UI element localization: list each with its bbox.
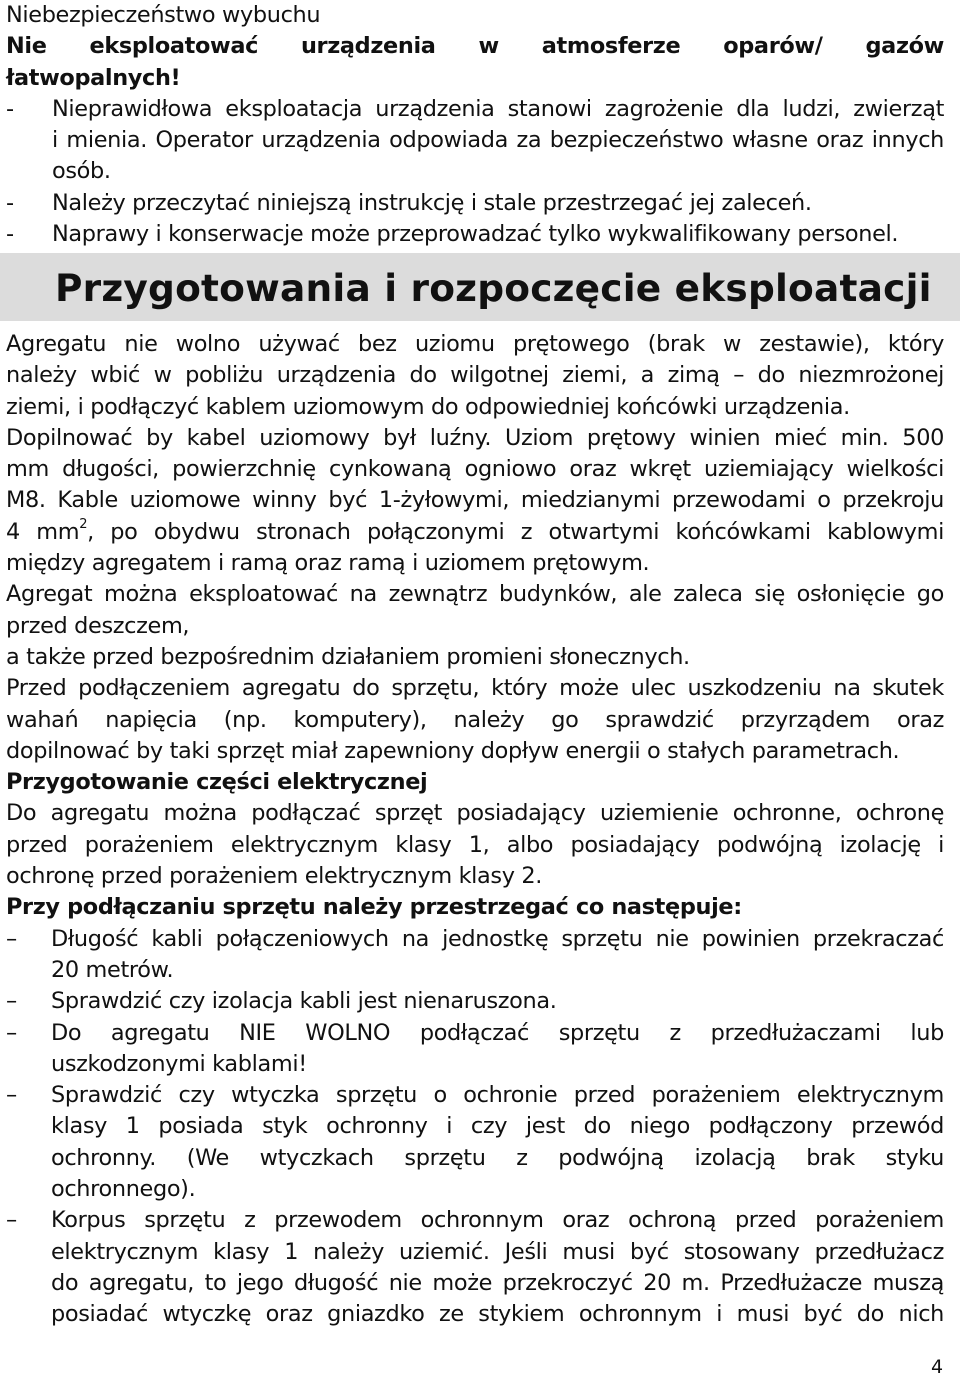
list-item-line: 20 metrów.: [51, 956, 174, 983]
dash-marker: –: [6, 925, 17, 952]
paragraph-line: Do agregatu można podłączać sprzęt posiadający uziemienie ochronne, ochronę: [6, 800, 944, 827]
safety-item-line: Naprawy i konserwacje może przeprowadzać tylko wykwalifikowany personel.: [52, 221, 899, 248]
section-heading: Przygotowania i rozpoczęcie eksploatacji: [55, 266, 932, 310]
dash-marker: -: [6, 95, 14, 122]
list-item: [6, 1018, 944, 1081]
safety-item-line: i mienia. Operator urządzenia odpowiada za bezpieczeństwo własne oraz innych: [52, 127, 944, 154]
dash-marker: -: [6, 189, 14, 216]
paragraph-text: , po obydwu stronach połączonymi z otwartymi końcówkami kablowymi: [87, 518, 944, 545]
list-item-line: Sprawdzić czy wtyczka sprzętu o ochronie przed porażeniem elektrycznym: [51, 1082, 944, 1109]
requirements-list: [6, 924, 944, 1331]
paragraph-line: [6, 517, 944, 548]
paragraph-line: dopilnować by taki sprzęt miał zapewniony dopływ energii o stałych parametrach.: [6, 737, 900, 764]
section-title: Niebezpieczeństwo wybuchu: [6, 2, 321, 28]
paragraph-line: należy wbić w pobliżu urządzenia do wilgotnej ziemi, a zimą – do niezmrożonej: [6, 362, 944, 389]
list-item-line: klasy 1 posiada styk ochronny i czy jest do niego podłączony przewód: [51, 1113, 944, 1140]
dash-marker: -: [6, 221, 14, 248]
paragraph-line: mm długości, powierzchnię cynkowaną ogniowo oraz wkręt uziemiający wielkości: [6, 456, 944, 483]
list-item-line: elektrycznym klasy 1 należy uziemić. Jeśli musi być stosowany przedłużacz: [51, 1238, 944, 1265]
paragraph-line: Dopilnować by kabel uziomowy był luźny. Uziom prętowy winien mieć min. 500: [6, 424, 944, 451]
paragraph-line: Przed podłączeniem agregatu do sprzętu, który może ulec uszkodzeniu na skutek: [6, 675, 944, 702]
paragraph-line: a także przed bezpośrednim działaniem promieni słonecznych.: [6, 643, 690, 670]
explosion-hazard-section: [6, 0, 944, 250]
paragraph-line: Agregatu nie wolno używać bez uziomu prętowego (brak w zestawie), który: [6, 331, 944, 357]
list-item-line: posiadać wtyczkę oraz gniazdko ze stykiem ochronnym i musi być do nich: [51, 1301, 944, 1328]
paragraph-line: przed deszczem,: [6, 612, 190, 639]
safety-item-line: Nieprawidłowa eksploatacja urządzenia stanowi zagrożenie dla ludzi, zwierząt: [52, 95, 944, 122]
list-item-line: ochronny. (We wtyczkach sprzętu z podwójną izolacją brak styku: [51, 1144, 944, 1171]
safety-item-line: Należy przeczytać niniejszą instrukcję i stale przestrzegać jej zaleceń.: [52, 189, 812, 216]
cross-section-value: 4 mm: [6, 518, 80, 545]
warning-line-1: Nie eksploatować urządzenia w atmosferze oparów/ gazów: [6, 33, 944, 60]
list-item-line: Sprawdzić czy izolacja kabli jest nienaruszona.: [51, 988, 557, 1015]
list-item-line: Korpus sprzętu z przewodem ochronnym oraz ochroną przed porażeniem: [51, 1207, 944, 1234]
safety-item-line: osób.: [52, 158, 111, 185]
paragraph-line: Agregat można eksploatować na zewnątrz budynków, ale zaleca się osłonięcie go: [6, 581, 944, 608]
subheading-electrical: Przygotowanie części elektrycznej: [6, 769, 428, 796]
list-item: [6, 924, 944, 987]
list-item: [6, 986, 944, 1017]
list-item-line: uszkodzonymi kablami!: [51, 1050, 307, 1077]
list-item-line: Długość kabli połączeniowych na jednostkę sprzętu nie powinien przekraczać: [51, 925, 944, 952]
list-item-line: Do agregatu NIE WOLNO podłączać sprzętu z przedłużaczami lub: [51, 1019, 944, 1046]
paragraph-line: M8. Kable uziomowe winny być 1-żyłowymi, miedzianymi przewodami o przekroju: [6, 487, 944, 514]
list-item: [6, 1205, 944, 1330]
paragraph-line: między agregatem i ramą oraz ramą i uziomem prętowym.: [6, 550, 650, 577]
subheading-connection: Przy podłączaniu sprzętu należy przestrzegać co następuje:: [6, 894, 742, 921]
paragraph-line: przed porażeniem elektrycznym klasy 1, albo posiadający podwójną izolację i: [6, 831, 944, 858]
paragraph-line: wahań napięcia (np. komputery), należy go sprawdzić przyrządem oraz: [6, 706, 944, 733]
preparation-section: [6, 329, 944, 1331]
paragraph-line: ziemi, i podłączyć kablem uziomowym do odpowiedniej końcówki urządzenia.: [6, 393, 850, 420]
dash-marker: –: [6, 1082, 17, 1109]
page-number: 4: [931, 1356, 944, 1378]
dash-marker: –: [6, 988, 17, 1015]
safety-item: [6, 219, 944, 250]
safety-item: [6, 188, 944, 219]
superscript: 2: [79, 516, 88, 532]
warning-line-2: łatwopalnych!: [6, 64, 181, 91]
dash-marker: –: [6, 1207, 17, 1234]
list-item: [6, 1080, 944, 1205]
paragraph-line: ochronę przed porażeniem elektrycznym klasy 2.: [6, 863, 543, 890]
dash-marker: –: [6, 1019, 17, 1046]
safety-item: [6, 94, 944, 188]
list-item-line: ochronnego).: [51, 1176, 196, 1203]
list-item-line: do agregatu, to jego długość nie może przekroczyć 20 m. Przedłużacze muszą: [51, 1269, 944, 1296]
